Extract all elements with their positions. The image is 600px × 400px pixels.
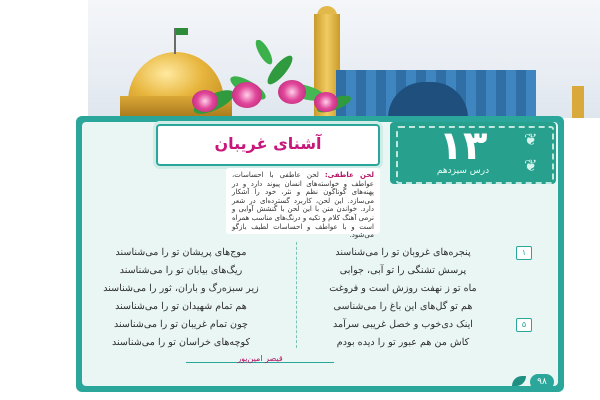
page-number: ۹۸ [530, 374, 554, 390]
poem-author: قیصر امین‌پور [237, 354, 283, 363]
flag-icon [174, 28, 176, 54]
lesson-label: درس سیزدهم [436, 166, 490, 176]
intro-body: لحن عاطفی با احساسات، عواطف و خواسته‌های انسان پیوند دارد و در پهنه‌های گوناگون نظم و نثر، خود را آشکار می‌سازد. این لحن، کاربرد گسترده‌ای در شعر دارد. خواندن متن با این لحن با گنشش آوایی و نرمی آهنگ کلام و تکیه و درنگ‌های مناسب همراه است و با عواطف و احساسات لطیف بازگو می‌شود. [232, 171, 374, 240]
poem-divider [296, 242, 297, 348]
ornament-icon: ❦ [524, 156, 538, 175]
flower-icon [232, 82, 262, 108]
ornament-icon: ❦ [524, 130, 538, 149]
intro-term: لحن عاطفی: [324, 171, 374, 179]
poem-line: هم تو گل‌های این باغ را می‌شناسی [333, 301, 473, 312]
poem-line: کاش من هم عبور تو را دیده بودم [336, 337, 470, 348]
intro-text [226, 168, 380, 240]
small-minaret [572, 86, 584, 118]
poem-line: چون تمام غریبان تو را می‌شناسند [114, 319, 248, 330]
poem-line: اینک دی‌خوب و خصل غریبی سرآمد [333, 319, 473, 330]
poem-line: ریگ‌های بیابان تو را می‌شناسند [119, 265, 243, 276]
poem-line: ماه تو ز نهفت روزش است و فروغت [329, 283, 477, 294]
flower-icon [278, 80, 306, 104]
line-marker: ۵ [516, 318, 532, 332]
line-marker: ۱ [516, 246, 532, 260]
flower-icon [192, 90, 218, 112]
poem-line: پرسش تشنگی را تو آبی، جوابی [339, 265, 467, 276]
poem-line: زیر سبزه‌رگ و باران، ثور را می‌شناسند [103, 283, 259, 294]
poem-line: موج‌های پریشان تو را می‌شناسند [115, 247, 247, 258]
lesson-title-box [156, 124, 380, 166]
shrine-photo [88, 0, 600, 118]
poem-line: کوچه‌های خراسان تو را می‌شناسند [111, 337, 251, 348]
lesson-title: آشنای غریبان [214, 134, 322, 153]
lesson-number: ۱۳ [438, 123, 488, 169]
poem-line: هم تمام شهیدان تو را می‌شناسند [115, 301, 247, 312]
flower-icon [314, 92, 338, 112]
poem-right-column [318, 244, 488, 352]
poem-left-column [96, 244, 266, 352]
poem-line: پنجره‌های غروبان تو را می‌شناسند [335, 247, 471, 258]
